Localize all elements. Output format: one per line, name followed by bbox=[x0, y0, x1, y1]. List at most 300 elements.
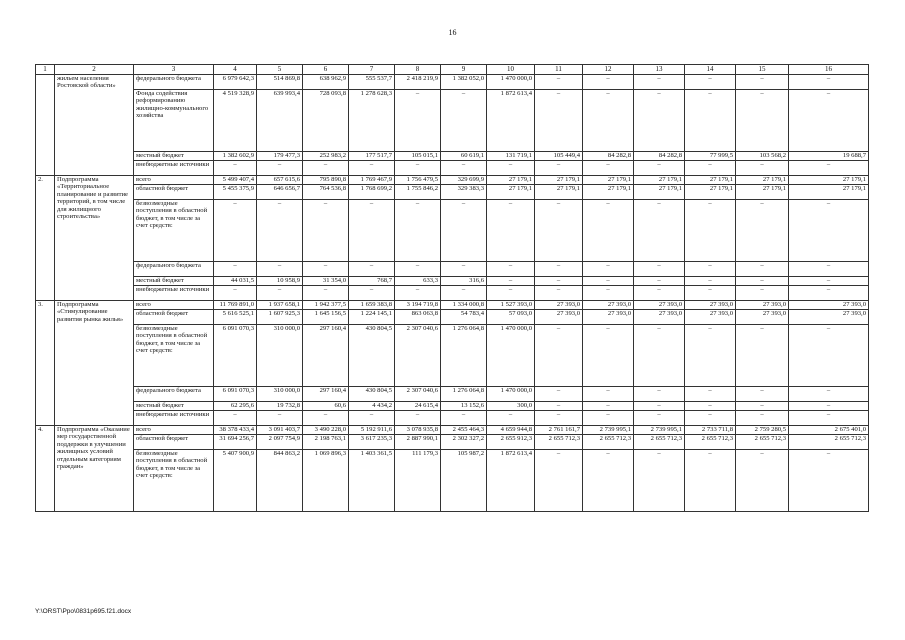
value-cell: 103 568,2 bbox=[736, 152, 789, 161]
column-header-16: 16 bbox=[789, 65, 869, 75]
value-cell: 27 179,1 bbox=[789, 185, 869, 200]
value-cell: – bbox=[395, 90, 441, 152]
value-cell: 62 295,6 bbox=[214, 402, 257, 411]
column-header-12: 12 bbox=[583, 65, 634, 75]
value-cell: 1 659 383,8 bbox=[349, 301, 395, 310]
value-cell: – bbox=[685, 325, 736, 387]
value-cell: 2 733 711,8 bbox=[685, 426, 736, 435]
value-cell: 1 527 393,0 bbox=[487, 301, 535, 310]
value-cell: 19 732,8 bbox=[257, 402, 303, 411]
value-cell: – bbox=[685, 402, 736, 411]
value-cell: – bbox=[535, 325, 583, 387]
value-cell: 1 755 846,2 bbox=[395, 185, 441, 200]
value-cell: 329 383,3 bbox=[441, 185, 487, 200]
value-cell: – bbox=[583, 411, 634, 426]
value-cell: 27 179,1 bbox=[736, 185, 789, 200]
footer-file-path: Y:\ORST\Ppo\0831p695.f21.docx bbox=[35, 608, 132, 615]
value-cell: – bbox=[736, 200, 789, 262]
value-cell: 27 393,0 bbox=[583, 301, 634, 310]
value-cell: – bbox=[583, 286, 634, 301]
value-cell: 1 872 613,4 bbox=[487, 450, 535, 512]
value-cell: – bbox=[789, 286, 869, 301]
value-cell: – bbox=[685, 262, 736, 277]
value-cell: 27 179,1 bbox=[583, 185, 634, 200]
value-cell: – bbox=[535, 262, 583, 277]
value-cell: 27 393,0 bbox=[789, 310, 869, 325]
value-cell: – bbox=[441, 262, 487, 277]
value-cell: – bbox=[535, 402, 583, 411]
value-cell: 2 887 990,1 bbox=[395, 435, 441, 450]
value-cell: 2 739 995,1 bbox=[583, 426, 634, 435]
value-cell: 27 179,1 bbox=[487, 185, 535, 200]
table-row bbox=[36, 286, 869, 301]
program-name: Подпрограмма «Оказание мер государственной поддержки в улучшении жилищных условий отдельным категориям граждан» bbox=[55, 426, 134, 512]
value-cell: 10 958,9 bbox=[257, 277, 303, 286]
value-cell: 105 987,2 bbox=[441, 450, 487, 512]
value-cell: – bbox=[583, 262, 634, 277]
value-cell: 5 499 407,4 bbox=[214, 176, 257, 185]
value-cell: 844 863,2 bbox=[257, 450, 303, 512]
value-cell: 297 160,4 bbox=[303, 325, 349, 387]
value-cell: – bbox=[535, 277, 583, 286]
value-cell: 27 179,1 bbox=[535, 185, 583, 200]
funding-source: областной бюджет bbox=[134, 185, 214, 200]
value-cell: – bbox=[685, 411, 736, 426]
value-cell: 2 759 280,5 bbox=[736, 426, 789, 435]
value-cell: – bbox=[257, 200, 303, 262]
value-cell: – bbox=[634, 75, 685, 90]
value-cell: 633,3 bbox=[395, 277, 441, 286]
value-cell: 1 756 479,5 bbox=[395, 176, 441, 185]
value-cell: 310 000,0 bbox=[257, 387, 303, 402]
value-cell: 27 179,1 bbox=[736, 176, 789, 185]
row-number: 4. bbox=[36, 426, 55, 512]
value-cell: 27 393,0 bbox=[736, 301, 789, 310]
value-cell: 2 302 327,2 bbox=[441, 435, 487, 450]
value-cell: – bbox=[685, 75, 736, 90]
value-cell: 2 655 712,3 bbox=[583, 435, 634, 450]
value-cell: – bbox=[441, 286, 487, 301]
value-cell: – bbox=[487, 200, 535, 262]
value-cell: 31 694 256,7 bbox=[214, 435, 257, 450]
value-cell: 1 403 361,5 bbox=[349, 450, 395, 512]
value-cell: – bbox=[789, 387, 869, 402]
value-cell: 6 979 642,3 bbox=[214, 75, 257, 90]
value-cell: – bbox=[257, 262, 303, 277]
value-cell: 131 719,1 bbox=[487, 152, 535, 161]
value-cell: – bbox=[736, 286, 789, 301]
value-cell: 646 656,7 bbox=[257, 185, 303, 200]
value-cell: 795 890,8 bbox=[303, 176, 349, 185]
value-cell: – bbox=[349, 161, 395, 176]
value-cell: 1 276 064,8 bbox=[441, 387, 487, 402]
value-cell: 27 179,1 bbox=[535, 176, 583, 185]
value-cell: 5 455 375,9 bbox=[214, 185, 257, 200]
value-cell: – bbox=[634, 277, 685, 286]
value-cell: 2 655 712,3 bbox=[736, 435, 789, 450]
value-cell: – bbox=[789, 402, 869, 411]
column-header-8: 8 bbox=[395, 65, 441, 75]
value-cell: 27 393,0 bbox=[736, 310, 789, 325]
column-header-14: 14 bbox=[685, 65, 736, 75]
row-number bbox=[36, 75, 55, 176]
value-cell: – bbox=[441, 161, 487, 176]
value-cell: – bbox=[789, 161, 869, 176]
funding-source: федерального бюджета bbox=[134, 75, 214, 90]
value-cell: 27 393,0 bbox=[634, 301, 685, 310]
value-cell: 27 393,0 bbox=[685, 301, 736, 310]
value-cell: – bbox=[685, 387, 736, 402]
value-cell: – bbox=[214, 161, 257, 176]
value-cell: 111 179,3 bbox=[395, 450, 441, 512]
value-cell: – bbox=[736, 262, 789, 277]
value-cell: – bbox=[535, 286, 583, 301]
value-cell: 555 537,7 bbox=[349, 75, 395, 90]
value-cell: 13 152,6 bbox=[441, 402, 487, 411]
funding-source: безвозмездные поступления в областной бюджет, в том числе за счет средств: bbox=[134, 450, 214, 512]
value-cell: – bbox=[583, 402, 634, 411]
page-number: 16 bbox=[448, 28, 457, 37]
value-cell: 1 937 658,1 bbox=[257, 301, 303, 310]
value-cell: – bbox=[214, 286, 257, 301]
value-cell: – bbox=[535, 161, 583, 176]
column-header-3: 3 bbox=[134, 65, 214, 75]
value-cell: 4 519 328,9 bbox=[214, 90, 257, 152]
value-cell: 1 382 052,0 bbox=[441, 75, 487, 90]
value-cell: – bbox=[349, 286, 395, 301]
value-cell: – bbox=[395, 161, 441, 176]
value-cell: – bbox=[634, 387, 685, 402]
value-cell: – bbox=[535, 450, 583, 512]
value-cell: – bbox=[583, 200, 634, 262]
funding-source: внебюджетные источники bbox=[134, 286, 214, 301]
value-cell: 1 470 000,0 bbox=[487, 387, 535, 402]
value-cell: 3 091 403,7 bbox=[257, 426, 303, 435]
value-cell: 1 607 925,3 bbox=[257, 310, 303, 325]
value-cell: – bbox=[634, 200, 685, 262]
value-cell: – bbox=[535, 411, 583, 426]
funding-source: федерального бюджета bbox=[134, 387, 214, 402]
value-cell: 430 804,5 bbox=[349, 387, 395, 402]
value-cell: 316,6 bbox=[441, 277, 487, 286]
value-cell: – bbox=[441, 411, 487, 426]
column-header-13: 13 bbox=[634, 65, 685, 75]
value-cell: 5 192 911,6 bbox=[349, 426, 395, 435]
value-cell: – bbox=[257, 161, 303, 176]
value-cell: 863 063,8 bbox=[395, 310, 441, 325]
value-cell: 2 655 912,3 bbox=[487, 435, 535, 450]
funding-source: всего bbox=[134, 176, 214, 185]
value-cell: – bbox=[535, 75, 583, 90]
value-cell: 27 179,1 bbox=[634, 176, 685, 185]
value-cell: 2 418 219,9 bbox=[395, 75, 441, 90]
value-cell: – bbox=[685, 450, 736, 512]
value-cell: 300,0 bbox=[487, 402, 535, 411]
value-cell: 3 194 719,8 bbox=[395, 301, 441, 310]
value-cell: 768,7 bbox=[349, 277, 395, 286]
value-cell: – bbox=[789, 325, 869, 387]
table-row bbox=[36, 262, 869, 277]
value-cell: 1 334 000,8 bbox=[441, 301, 487, 310]
column-header-7: 7 bbox=[349, 65, 395, 75]
table-row bbox=[36, 435, 869, 450]
value-cell: – bbox=[303, 200, 349, 262]
value-cell: 2 739 995,1 bbox=[634, 426, 685, 435]
value-cell: – bbox=[487, 411, 535, 426]
value-cell: 252 983,2 bbox=[303, 152, 349, 161]
table-header bbox=[36, 65, 869, 75]
value-cell: 11 769 891,0 bbox=[214, 301, 257, 310]
value-cell: – bbox=[214, 411, 257, 426]
value-cell: 27 179,1 bbox=[487, 176, 535, 185]
value-cell: 84 282,8 bbox=[634, 152, 685, 161]
value-cell: 38 378 433,4 bbox=[214, 426, 257, 435]
column-header-5: 5 bbox=[257, 65, 303, 75]
value-cell: – bbox=[634, 402, 685, 411]
column-header-11: 11 bbox=[535, 65, 583, 75]
value-cell: – bbox=[789, 411, 869, 426]
value-cell: – bbox=[583, 90, 634, 152]
table-row bbox=[36, 301, 869, 310]
value-cell: 57 093,0 bbox=[487, 310, 535, 325]
value-cell: 5 407 900,9 bbox=[214, 450, 257, 512]
table-row bbox=[36, 75, 869, 90]
table-row bbox=[36, 426, 869, 435]
funding-source: всего bbox=[134, 426, 214, 435]
value-cell: 764 536,8 bbox=[303, 185, 349, 200]
value-cell: 2 761 161,7 bbox=[535, 426, 583, 435]
value-cell: 2 655 712,3 bbox=[634, 435, 685, 450]
value-cell: – bbox=[736, 411, 789, 426]
value-cell: 514 869,8 bbox=[257, 75, 303, 90]
value-cell: – bbox=[441, 200, 487, 262]
value-cell: 3 490 228,0 bbox=[303, 426, 349, 435]
value-cell: – bbox=[789, 262, 869, 277]
value-cell: 2 198 763,1 bbox=[303, 435, 349, 450]
value-cell: – bbox=[789, 90, 869, 152]
value-cell: – bbox=[257, 286, 303, 301]
table-row bbox=[36, 325, 869, 387]
value-cell: – bbox=[214, 200, 257, 262]
value-cell: – bbox=[257, 411, 303, 426]
row-number: 2. bbox=[36, 176, 55, 301]
value-cell: – bbox=[634, 286, 685, 301]
funding-source: местный бюджет bbox=[134, 152, 214, 161]
value-cell: 2 655 712,3 bbox=[789, 435, 869, 450]
value-cell: 77 999,5 bbox=[685, 152, 736, 161]
value-cell: 310 000,0 bbox=[257, 325, 303, 387]
value-cell: 27 393,0 bbox=[789, 301, 869, 310]
program-name: Подпрограмма «Территориальное планирование и развитие территорий, в том числе для жилищного строительства» bbox=[55, 176, 134, 301]
value-cell: 105 449,4 bbox=[535, 152, 583, 161]
value-cell: – bbox=[303, 286, 349, 301]
value-cell: – bbox=[487, 277, 535, 286]
value-cell: 4 434,2 bbox=[349, 402, 395, 411]
table-body bbox=[36, 75, 869, 512]
funding-source: всего bbox=[134, 301, 214, 310]
value-cell: 2 455 464,3 bbox=[441, 426, 487, 435]
value-cell: 1 382 602,9 bbox=[214, 152, 257, 161]
program-name: Подпрограмма «Стимулирование развития рынка жилья» bbox=[55, 301, 134, 426]
table-row bbox=[36, 185, 869, 200]
value-cell: – bbox=[736, 402, 789, 411]
column-header-4: 4 bbox=[214, 65, 257, 75]
header-row bbox=[36, 65, 869, 75]
value-cell: 2 675 401,0 bbox=[789, 426, 869, 435]
value-cell: 430 804,5 bbox=[349, 325, 395, 387]
value-cell: 297 160,4 bbox=[303, 387, 349, 402]
value-cell: – bbox=[349, 200, 395, 262]
value-cell: – bbox=[583, 277, 634, 286]
funding-source: внебюджетные источники bbox=[134, 411, 214, 426]
funding-source: областной бюджет bbox=[134, 310, 214, 325]
value-cell: 1 069 896,3 bbox=[303, 450, 349, 512]
value-cell: – bbox=[685, 277, 736, 286]
table-row bbox=[36, 411, 869, 426]
value-cell: 6 091 070,3 bbox=[214, 387, 257, 402]
value-cell: 27 393,0 bbox=[535, 310, 583, 325]
column-header-6: 6 bbox=[303, 65, 349, 75]
value-cell: – bbox=[634, 161, 685, 176]
value-cell: 329 699,9 bbox=[441, 176, 487, 185]
value-cell: 3 617 235,3 bbox=[349, 435, 395, 450]
value-cell: 27 393,0 bbox=[634, 310, 685, 325]
value-cell: – bbox=[303, 262, 349, 277]
value-cell: – bbox=[736, 450, 789, 512]
value-cell: – bbox=[441, 90, 487, 152]
value-cell: 2 307 040,6 bbox=[395, 387, 441, 402]
column-header-10: 10 bbox=[487, 65, 535, 75]
value-cell: – bbox=[583, 325, 634, 387]
table-row bbox=[36, 152, 869, 161]
value-cell: 1 470 000,0 bbox=[487, 325, 535, 387]
value-cell: – bbox=[789, 450, 869, 512]
value-cell: 5 616 525,1 bbox=[214, 310, 257, 325]
value-cell: 3 078 935,8 bbox=[395, 426, 441, 435]
value-cell: – bbox=[789, 277, 869, 286]
column-header-1: 1 bbox=[36, 65, 55, 75]
value-cell: 1 278 628,3 bbox=[349, 90, 395, 152]
value-cell: 177 517,7 bbox=[349, 152, 395, 161]
value-cell: – bbox=[349, 262, 395, 277]
funding-source: областной бюджет bbox=[134, 435, 214, 450]
value-cell: 1 224 145,1 bbox=[349, 310, 395, 325]
value-cell: – bbox=[634, 325, 685, 387]
value-cell: – bbox=[303, 161, 349, 176]
table-row bbox=[36, 90, 869, 152]
value-cell: 639 993,4 bbox=[257, 90, 303, 152]
column-header-2: 2 bbox=[55, 65, 134, 75]
value-cell: – bbox=[583, 75, 634, 90]
table-row bbox=[36, 450, 869, 512]
value-cell: – bbox=[535, 387, 583, 402]
funding-source: безвозмездные поступления в областной бюджет, в том числе за счет средств: bbox=[134, 200, 214, 262]
value-cell: – bbox=[736, 325, 789, 387]
value-cell: – bbox=[634, 411, 685, 426]
value-cell: 54 783,4 bbox=[441, 310, 487, 325]
value-cell: 27 179,1 bbox=[583, 176, 634, 185]
value-cell: – bbox=[736, 277, 789, 286]
funding-source: местный бюджет bbox=[134, 402, 214, 411]
value-cell: 1 276 064,8 bbox=[441, 325, 487, 387]
value-cell: 1 942 377,5 bbox=[303, 301, 349, 310]
value-cell: – bbox=[736, 161, 789, 176]
value-cell: 27 393,0 bbox=[535, 301, 583, 310]
value-cell: – bbox=[685, 161, 736, 176]
column-header-15: 15 bbox=[736, 65, 789, 75]
value-cell: 179 477,3 bbox=[257, 152, 303, 161]
table-row bbox=[36, 310, 869, 325]
value-cell: 6 091 070,3 bbox=[214, 325, 257, 387]
table-row bbox=[36, 200, 869, 262]
funding-source: местный бюджет bbox=[134, 277, 214, 286]
value-cell: 2 307 040,6 bbox=[395, 325, 441, 387]
value-cell: – bbox=[685, 90, 736, 152]
table-row bbox=[36, 387, 869, 402]
value-cell: 1 872 613,4 bbox=[487, 90, 535, 152]
value-cell: – bbox=[736, 387, 789, 402]
value-cell: – bbox=[736, 75, 789, 90]
value-cell: – bbox=[583, 450, 634, 512]
value-cell: 657 615,6 bbox=[257, 176, 303, 185]
value-cell: – bbox=[395, 286, 441, 301]
funding-source: безвозмездные поступления в областной бюджет, в том числе за счет средств: bbox=[134, 325, 214, 387]
row-number: 3. bbox=[36, 301, 55, 426]
value-cell: – bbox=[736, 90, 789, 152]
value-cell: 105 015,1 bbox=[395, 152, 441, 161]
value-cell: – bbox=[487, 262, 535, 277]
value-cell: 31 354,0 bbox=[303, 277, 349, 286]
value-cell: – bbox=[487, 161, 535, 176]
value-cell: 27 179,1 bbox=[685, 185, 736, 200]
value-cell: – bbox=[583, 161, 634, 176]
program-name: жильем населения Ростовской области» bbox=[55, 75, 134, 176]
value-cell: – bbox=[789, 75, 869, 90]
value-cell: 2 097 754,9 bbox=[257, 435, 303, 450]
funding-source: Фонда содействия реформированию жилищно-коммунального хозяйства bbox=[134, 90, 214, 152]
value-cell: – bbox=[634, 90, 685, 152]
value-cell: 60 619,1 bbox=[441, 152, 487, 161]
value-cell: 2 655 712,3 bbox=[685, 435, 736, 450]
column-header-9: 9 bbox=[441, 65, 487, 75]
value-cell: – bbox=[395, 200, 441, 262]
value-cell: 60,6 bbox=[303, 402, 349, 411]
value-cell: 27 393,0 bbox=[583, 310, 634, 325]
funding-source: внебюджетные источники bbox=[134, 161, 214, 176]
value-cell: 1 768 699,2 bbox=[349, 185, 395, 200]
value-cell: – bbox=[303, 411, 349, 426]
value-cell: – bbox=[349, 411, 395, 426]
value-cell: 638 962,9 bbox=[303, 75, 349, 90]
value-cell: – bbox=[395, 262, 441, 277]
value-cell: – bbox=[487, 286, 535, 301]
value-cell: 84 282,8 bbox=[583, 152, 634, 161]
value-cell: 27 179,1 bbox=[685, 176, 736, 185]
value-cell: 19 688,7 bbox=[789, 152, 869, 161]
value-cell: – bbox=[214, 262, 257, 277]
value-cell: 2 655 712,3 bbox=[535, 435, 583, 450]
value-cell: 1 769 467,9 bbox=[349, 176, 395, 185]
budget-table bbox=[35, 64, 869, 512]
value-cell: 27 179,1 bbox=[634, 185, 685, 200]
value-cell: 4 659 944,8 bbox=[487, 426, 535, 435]
table-row bbox=[36, 161, 869, 176]
value-cell: 44 031,5 bbox=[214, 277, 257, 286]
value-cell: 1 470 000,0 bbox=[487, 75, 535, 90]
table-row bbox=[36, 277, 869, 286]
value-cell: – bbox=[685, 286, 736, 301]
funding-source: федерального бюджета bbox=[134, 262, 214, 277]
